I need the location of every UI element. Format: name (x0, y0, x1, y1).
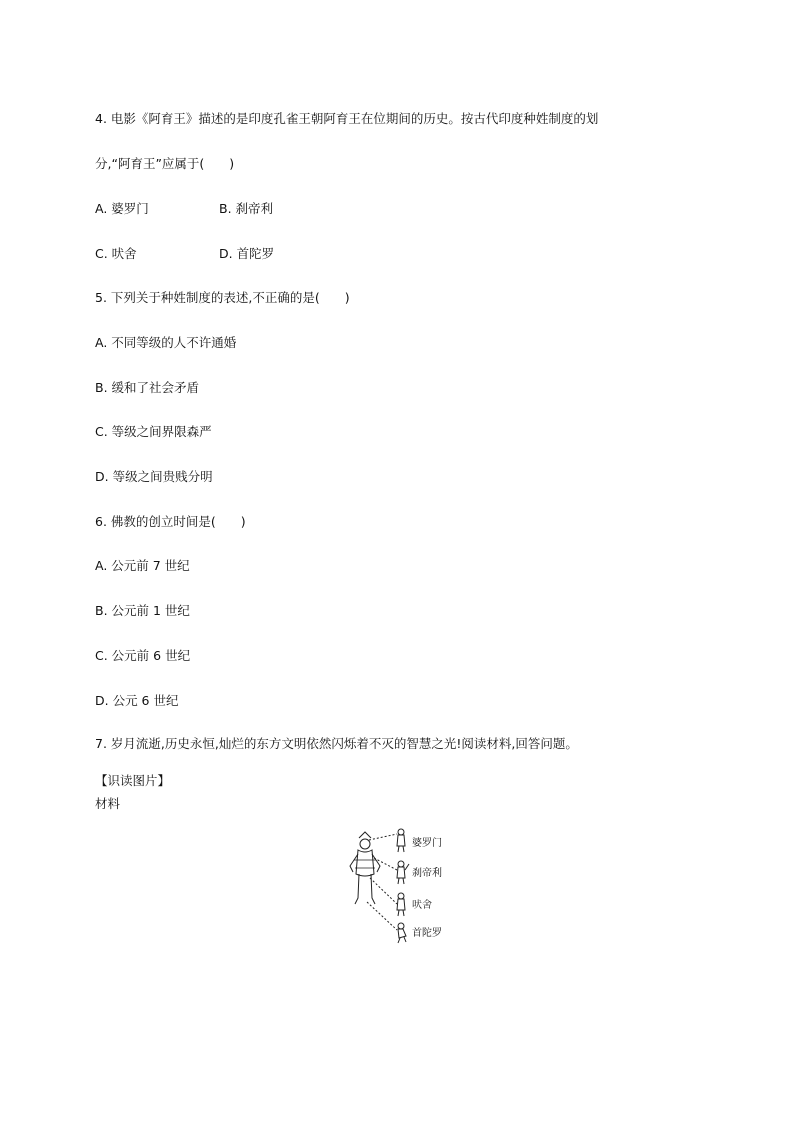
q4-option-d: D. 首陀罗 (219, 246, 275, 261)
brahma-head (360, 839, 370, 849)
brahma-body (356, 850, 374, 876)
q5-option-a: A. 不同等级的人不许通婚 (95, 335, 237, 350)
brahma-crown (359, 832, 371, 838)
q5-option-b: B. 缓和了社会矛盾 (95, 380, 200, 395)
q7-material-label: 材料 (95, 796, 121, 811)
brahma-left-leg (355, 874, 359, 904)
q7-section-title: 【识读图片】 (95, 773, 171, 788)
q4-option-a: A. 婆罗门 (95, 201, 149, 216)
q5-option-c: C. 等级之间界限森严 (95, 424, 212, 439)
connector-vaishya (370, 878, 397, 904)
q4-option-c: C. 吠舍 (95, 246, 137, 261)
brahmin-figure (397, 829, 405, 852)
q4-options-row1 (95, 201, 274, 217)
q6-stem: 6. 佛教的创立时间是( ) (95, 514, 246, 529)
caste-label-vaishya: 吠舍 (412, 900, 432, 911)
caste-figure (345, 826, 455, 946)
shudra-figure (398, 923, 406, 943)
brahma-right-leg (371, 874, 375, 904)
caste-label-kshatriya: 刹帝利 (412, 868, 442, 879)
q6-option-c: C. 公元前 6 世纪 (95, 648, 191, 663)
kshatriya-figure (397, 861, 409, 884)
q4-line2: 分,“阿育王”应属于( ) (95, 156, 235, 171)
q5-stem: 5. 下列关于种姓制度的表述,不正确的是( ) (95, 290, 350, 305)
q4-option-b: B. 刹帝利 (219, 201, 274, 216)
connector-kshatriya (374, 858, 397, 870)
q6-option-a: A. 公元前 7 世纪 (95, 558, 190, 573)
caste-label-brahmin: 婆罗门 (412, 838, 442, 849)
q6-option-d: D. 公元 6 世纪 (95, 693, 179, 708)
q5-option-d: D. 等级之间贵贱分明 (95, 469, 213, 484)
q4-line1: 4. 电影《阿育王》描述的是印度孔雀王朝阿育王在位期间的历史。按古代印度种姓制度的划 (95, 111, 599, 126)
q7-stem: 7. 岁月流逝,历史永恒,灿烂的东方文明依然闪烁着不灭的智慧之光!阅读材料,回答问题。 (95, 736, 578, 751)
connector-brahmin (369, 834, 397, 840)
q4-options-row2 (95, 246, 275, 262)
connector-shudra (367, 902, 397, 930)
q6-option-b: B. 公元前 1 世纪 (95, 603, 190, 618)
vaishya-figure (397, 893, 405, 916)
caste-label-shudra: 首陀罗 (412, 928, 442, 939)
